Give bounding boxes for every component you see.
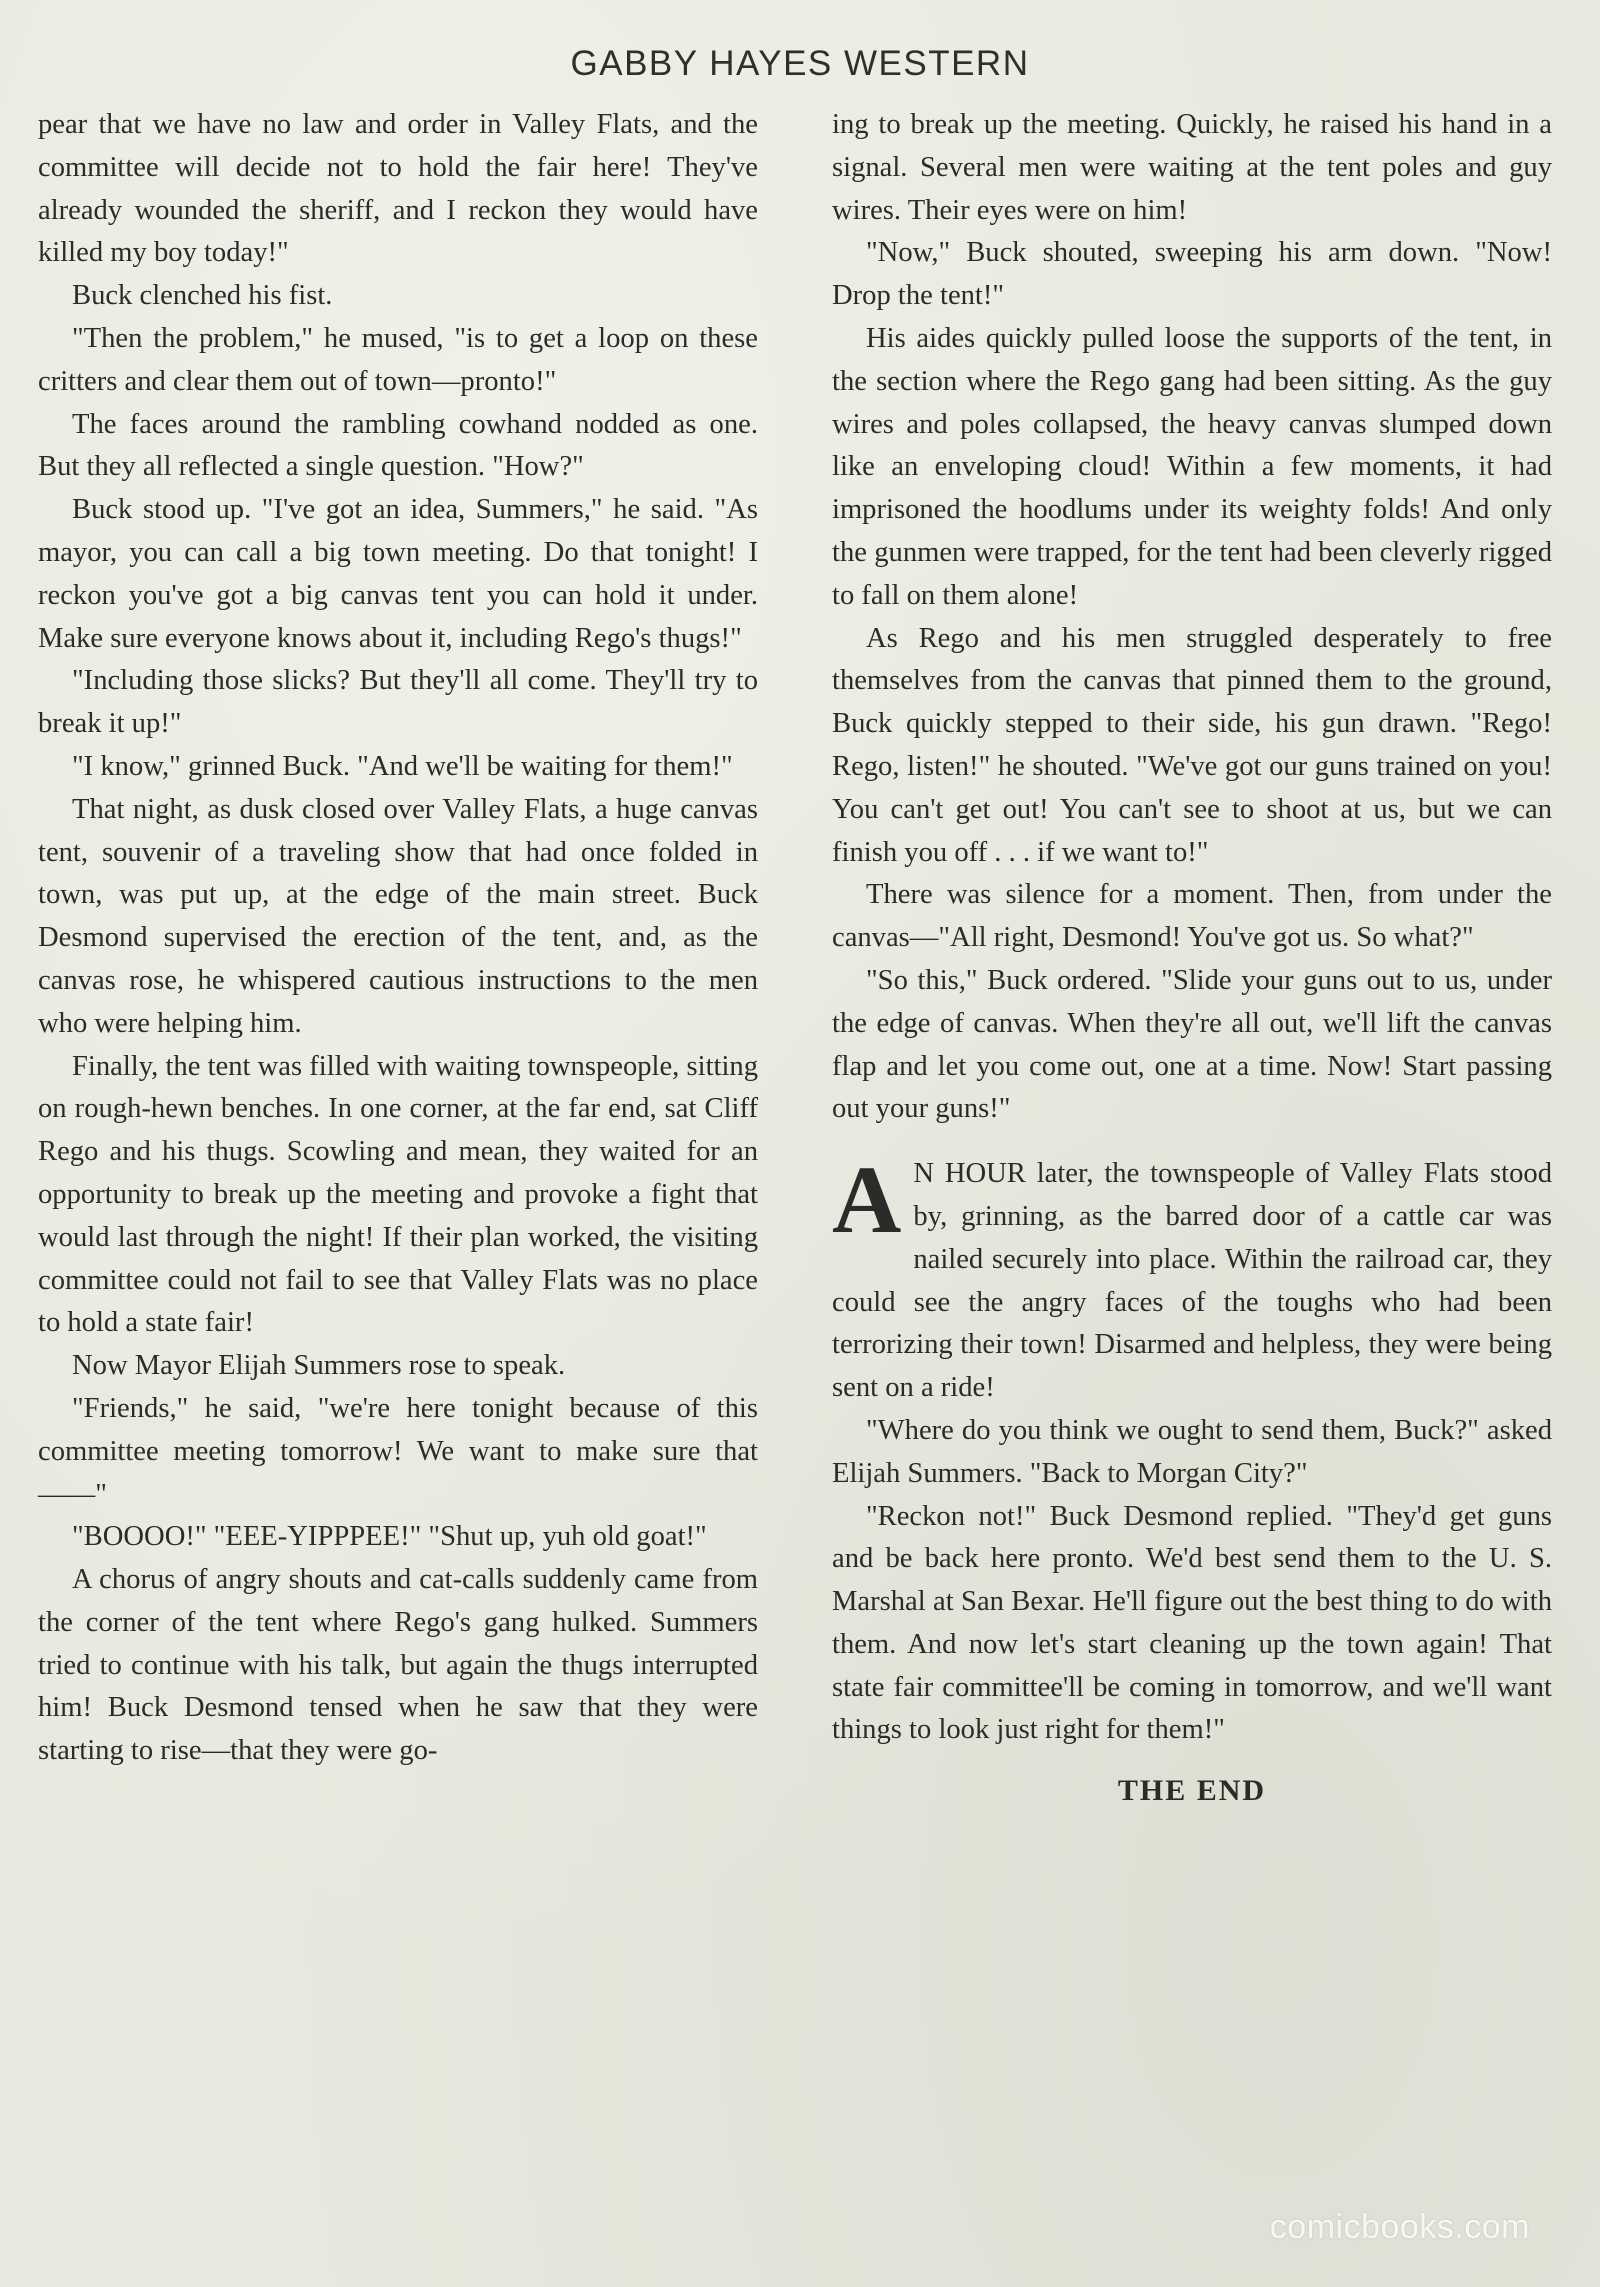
paragraph: "Including those slicks? But they'll all come. They'll try to break it up!" bbox=[38, 665, 758, 740]
paragraph: "Now," Buck shouted, sweeping his arm down. "Now! Drop the tent!" bbox=[832, 237, 1552, 312]
paragraph: Finally, the tent was filled with waiting townspeople, sitting on rough-hewn benches. In one corner, at the far end, sat Cliff Rego and his thugs. Scowling and mean, they waited for an opportunity to break up the meeting and provoke a fight that would last through the night! If their plan worked, the visiting committee could not fail to see that Valley Flats was no place to hold a state fair! bbox=[38, 1050, 758, 1339]
paragraph: "I know," grinned Buck. "And we'll be waiting for them!" bbox=[72, 750, 733, 782]
page-header: GABBY HAYES WESTERN bbox=[570, 44, 1030, 83]
paragraph: Buck stood up. "I've got an idea, Summers," he said. "As mayor, you can call a big town meeting. Do that tonight! I reckon you've got a big canvas tent you can hold it under. Make sure everyone knows about it, including Rego's thugs!" bbox=[38, 494, 758, 654]
dropcap-letter: A bbox=[832, 1146, 902, 1254]
paragraph: His aides quickly pulled loose the supports of the tent, in the section where the Rego gang had been sitting. As the guy wires and poles collapsed, the heavy canvas slumped down like an enveloping cloud! Within a few moments, it had imprisoned the hoodlums under its weighty folds! And only the gunmen were trapped, for the tent had been cleverly rigged to fall on them alone! bbox=[832, 322, 1552, 611]
paragraph: There was silence for a moment. Then, from under the canvas—"All right, Desmond! You've got us. So what?" bbox=[832, 879, 1552, 954]
paragraph: "Then the problem," he mused, "is to get a loop on these critters and clear them out of town—pronto!" bbox=[38, 322, 758, 397]
paragraph: A chorus of angry shouts and cat-calls suddenly came from the corner of the tent where Rego's gang hulked. Summers tried to continue with his talk, but again the thugs interrupted him! Buck Desmond tensed when he saw that they were starting to rise—that they were go- bbox=[38, 1564, 758, 1767]
paragraph: As Rego and his men struggled desperately to free themselves from the canvas that pinned them to the ground, Buck quickly stepped to their side, his gun drawn. "Rego! Rego, listen!" he shouted. "We've got our guns trained on you! You can't get out! You can't see to shoot at us, but we can finish you off . . . if we want to!" bbox=[832, 622, 1552, 868]
paragraph: pear that we have no law and order in Valley Flats, and the committee will decide not to hold the fair here! They've already wounded the sheriff, and I reckon they would have killed my boy today!" bbox=[38, 109, 758, 269]
paragraph: Now Mayor Elijah Summers rose to speak. bbox=[72, 1350, 566, 1382]
dropcap-paragraph bbox=[832, 1146, 1552, 1410]
paragraph: "Where do you think we ought to send them, Buck?" asked Elijah Summers. "Back to Morgan City?" bbox=[832, 1414, 1552, 1489]
watermark-text: comicbooks.com bbox=[1269, 2208, 1530, 2246]
paragraph: "BOOOO!" "EEE-YIPPPEE!" "Shut up, yuh old goat!" bbox=[72, 1521, 707, 1553]
paragraph: ing to break up the meeting. Quickly, he raised his hand in a signal. Several men were waiting at the tent poles and guy wires. Their eyes were on him! bbox=[832, 109, 1552, 226]
dropcap-paragraph-text: N HOUR later, the townspeople of Valley Flats stood by, grinning, as the barred door of a cattle car was nailed securely into place. Within the railroad car, they could see the angry faces of the toughs who had been terrorizing their town! Disarmed and helpless, they were being sent on a ride! bbox=[832, 1158, 1552, 1404]
the-end-label: THE END bbox=[1117, 1774, 1267, 1808]
paragraph: "Friends," he said, "we're here tonight because of this committee meeting tomorrow! We want to make sure that——" bbox=[38, 1392, 758, 1510]
paragraph: Buck clenched his fist. bbox=[72, 280, 333, 312]
paragraph: That night, as dusk closed over Valley Flats, a huge canvas tent, souvenir of a traveling show that had once folded in town, was put up, at the edge of the main street. Buck Desmond supervised the erection of the tent, and, as the canvas rose, he whispered cautious instructions to the men who were helping him. bbox=[38, 793, 758, 1039]
paragraph: "Reckon not!" Buck Desmond replied. "They'd get guns and be back here pronto. We'd best send them to the U. S. Marshal at San Bexar. He'll figure out the best thing to do with them. And now let's start cleaning up the town again! That state fair committee'll be coming in tomorrow, and we'll want things to look just right for them!" bbox=[832, 1500, 1552, 1746]
right-column bbox=[832, 104, 1552, 1813]
paragraph: "So this," Buck ordered. "Slide your guns out to us, under the edge of canvas. When they're all out, we'll lift the canvas flap and let you come out, one at a time. Now! Start passing out your guns!" bbox=[832, 964, 1552, 1125]
paragraph: The faces around the rambling cowhand nodded as one. But they all reflected a single question. "How?" bbox=[38, 408, 758, 483]
left-column bbox=[38, 104, 758, 1773]
